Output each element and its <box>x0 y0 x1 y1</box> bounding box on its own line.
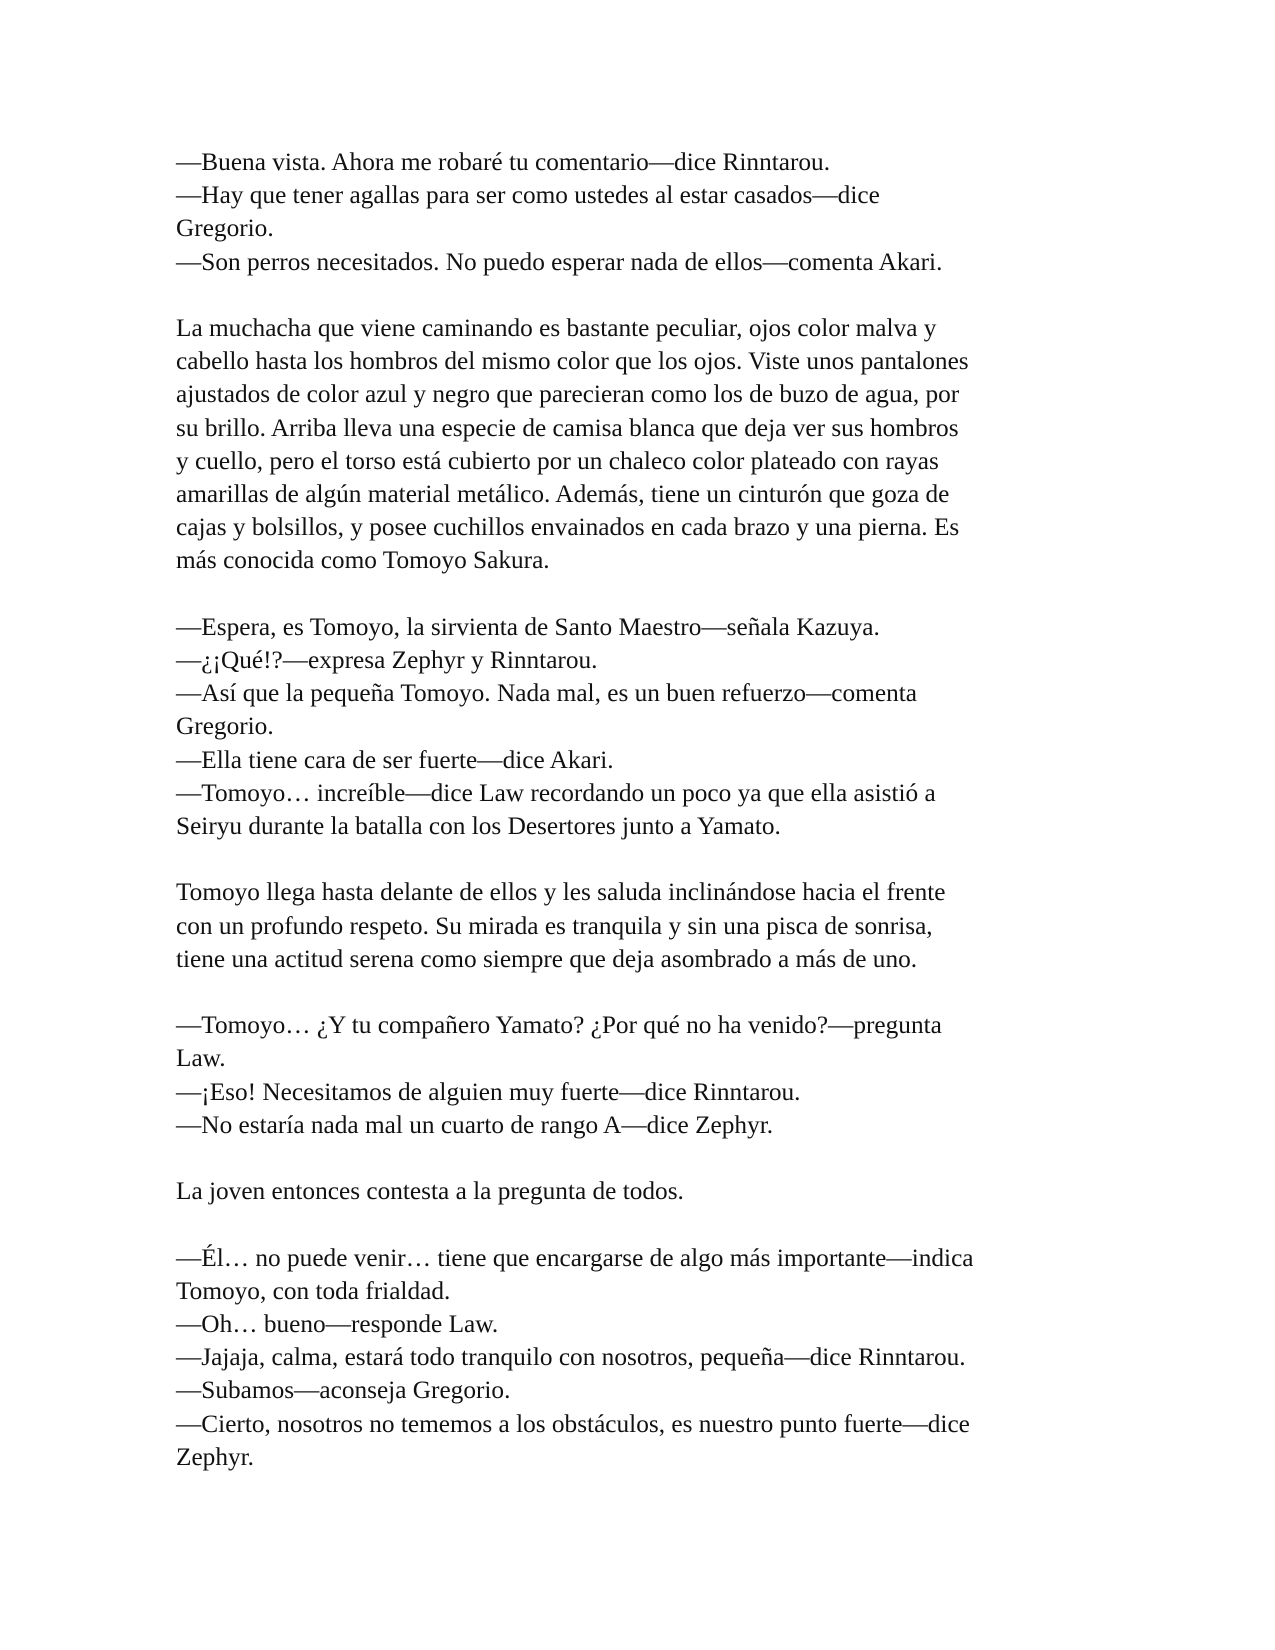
narrative-paragraph <box>176 876 1106 976</box>
text-line: amarillas de algún material metálico. Además, tiene un cinturón que goza de <box>176 480 950 509</box>
text-line: —Son perros necesitados. No puedo esperar nada de ellos—comenta Akari. <box>176 247 943 276</box>
text-line: y cuello, pero el torso está cubierto por un chaleco color plateado con rayas <box>176 446 939 475</box>
text-line: —¡Eso! Necesitamos de alguien muy fuerte—dice Rinntarou. <box>176 1077 801 1106</box>
text-line: cajas y bolsillos, y posee cuchillos envainados en cada brazo y una pierna. Es <box>176 513 960 542</box>
narrative-paragraph <box>176 312 1106 578</box>
text-line: cabello hasta los hombros del mismo color que los ojos. Viste unos pantalones <box>176 347 969 376</box>
text-line: —Buena vista. Ahora me robaré tu comentario—dice Rinntarou. <box>176 148 831 176</box>
text-line: —Subamos—aconseja Gregorio. <box>176 1376 511 1405</box>
text-line: —Jajaja, calma, estará todo tranquilo con nosotros, pequeña—dice Rinntarou. <box>176 1343 966 1372</box>
dialogue-block <box>176 611 1106 843</box>
text-line: su brillo. Arriba lleva una especie de camisa blanca que deja ver sus hombros <box>176 413 959 442</box>
text-line: —¿¡Qué!?—expresa Zephyr y Rinntarou. <box>176 646 598 675</box>
text-line: Gregorio. <box>176 214 274 243</box>
text-line: —Tomoyo… ¿Y tu compañero Yamato? ¿Por qué no ha venido?—pregunta <box>176 1011 942 1040</box>
text-line: —Espera, es Tomoyo, la sirvienta de Santo Maestro—señala Kazuya. <box>176 612 880 641</box>
text-line: tiene una actitud serena como siempre que deja asombrado a más de uno. <box>176 944 918 973</box>
text-line: —Tomoyo… increíble—dice Law recordando un poco ya que ella asistió a <box>176 778 936 807</box>
text-line: —Cierto, nosotros no tememos a los obstáculos, es nuestro punto fuerte—dice <box>176 1409 970 1438</box>
text-line: —No estaría nada mal un cuarto de rango A—dice Zephyr. <box>176 1110 774 1139</box>
dialogue-block <box>176 1009 1106 1142</box>
text-line: La muchacha que viene caminando es bastante peculiar, ojos color malva y <box>176 314 937 342</box>
text-line: ajustados de color azul y negro que parecieran como los de buzo de agua, por <box>176 380 960 409</box>
narrative-paragraph <box>176 1175 1106 1208</box>
text-line: Tomoyo llega hasta delante de ellos y les saluda inclinándose hacia el frente <box>176 878 946 907</box>
text-line: Tomoyo, con toda frialdad. <box>176 1276 451 1305</box>
text-line: Seiryu durante la batalla con los Desertores junto a Yamato. <box>176 812 781 841</box>
text-line: —Ella tiene cara de ser fuerte—dice Akari. <box>176 745 614 774</box>
dialogue-block <box>176 1242 1106 1474</box>
text-line: —Así que la pequeña Tomoyo. Nada mal, es un buen refuerzo—comenta <box>176 679 917 708</box>
dialogue-block <box>176 146 1106 279</box>
text-line: más conocida como Tomoyo Sakura. <box>176 546 550 575</box>
text-line: Law. <box>176 1044 226 1073</box>
text-line: con un profundo respeto. Su mirada es tranquila y sin una pisca de sonrisa, <box>176 911 933 940</box>
text-line: —Él… no puede venir… tiene que encargarse de algo más importante—indica <box>176 1243 974 1272</box>
text-line: Zephyr. <box>176 1442 254 1471</box>
text-line: —Oh… bueno—responde Law. <box>176 1310 499 1339</box>
text-line: La joven entonces contesta a la pregunta de todos. <box>176 1177 684 1206</box>
text-line: —Hay que tener agallas para ser como ustedes al estar casados—dice <box>176 181 880 210</box>
text-line: Gregorio. <box>176 712 274 741</box>
page-body-text <box>176 146 1106 1474</box>
